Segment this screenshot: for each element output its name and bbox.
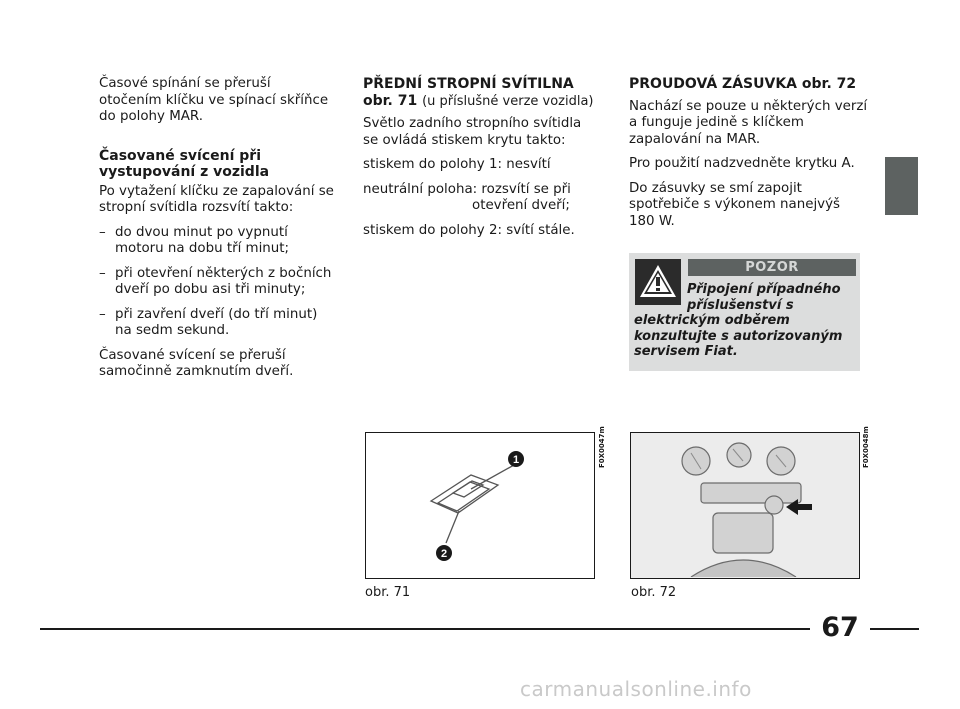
figure-code: F0X0047m	[598, 426, 606, 468]
column-right	[629, 76, 869, 238]
paragraph: stiskem do polohy 1: nesvítí	[363, 157, 551, 172]
paragraph: stiskem do polohy 2: svítí stále.	[363, 222, 575, 238]
section-heading-timed-lighting	[99, 148, 334, 181]
paragraph: Do zásuvky se smí zapojit spotřebiče s výkonem nanejvýš 180 W.	[629, 180, 840, 229]
watermark: carmanualsonline.info	[520, 677, 752, 701]
warning-title: POZOR	[688, 259, 856, 276]
figure-caption: obr. 72	[631, 585, 677, 600]
outro-paragraph: Časované svícení se přeruší samočinně zamknutím dveří.	[99, 347, 294, 379]
paragraph: Pro použití nadzvedněte krytku A.	[629, 156, 855, 171]
warning-box	[629, 253, 860, 371]
paragraph: Nachází se pouze u některých verzí a funguje jedině s klíčkem zapalování na MAR.	[629, 98, 868, 147]
paragraph: Světlo zadního stropního svítidla se ovládá stiskem krytu takto:	[363, 116, 582, 148]
figure-code: F0X0048m	[862, 426, 870, 468]
intro-paragraph: Časové spínání se přeruší otočením klíčku ve spínací skříňce do polohy MAR.	[99, 76, 329, 124]
svg-text:2: 2	[440, 548, 448, 560]
section-heading-front-light: PŘEDNÍ STROPNÍ SVÍTILNA obr. 71 (u příslušné verze vozidla)	[363, 76, 594, 109]
figure-caption: obr. 71	[365, 585, 411, 600]
paragraph: neutrální poloha: rozsvítí se při otevření dveří;	[363, 181, 571, 213]
list-item: – do dvou minut po vypnutí motoru na dobu tří minut;	[99, 224, 290, 256]
paragraph: Po vytažení klíčku ze zapalování se stropní svítidla rozsvítí takto:	[99, 183, 334, 215]
heading-line2: vystupování z vozidla	[99, 164, 270, 180]
column-left	[99, 76, 334, 389]
footer-rule	[870, 628, 919, 630]
figure-power-socket	[630, 432, 860, 579]
svg-text:1: 1	[512, 454, 520, 466]
section-heading-power-socket: PROUDOVÁ ZÁSUVKA obr. 72	[629, 76, 857, 92]
list-item: – při otevření některých z bočních dveří po dobu asi tři minuty;	[99, 265, 332, 297]
column-middle	[363, 76, 598, 247]
heading-line1: Časované svícení při	[99, 147, 261, 164]
figure-front-ceiling-light	[365, 432, 595, 579]
page-number: 67	[821, 612, 859, 643]
warning-text: Připojení případného příslušenství s elektrickým odběrem konzultujte s autorizovaným servisem Fiat.	[634, 282, 843, 359]
chapter-tab	[885, 157, 918, 215]
list-item: – při zavření dveří (do tří minut) na sedm sekund.	[99, 306, 318, 338]
footer-rule	[40, 628, 810, 630]
